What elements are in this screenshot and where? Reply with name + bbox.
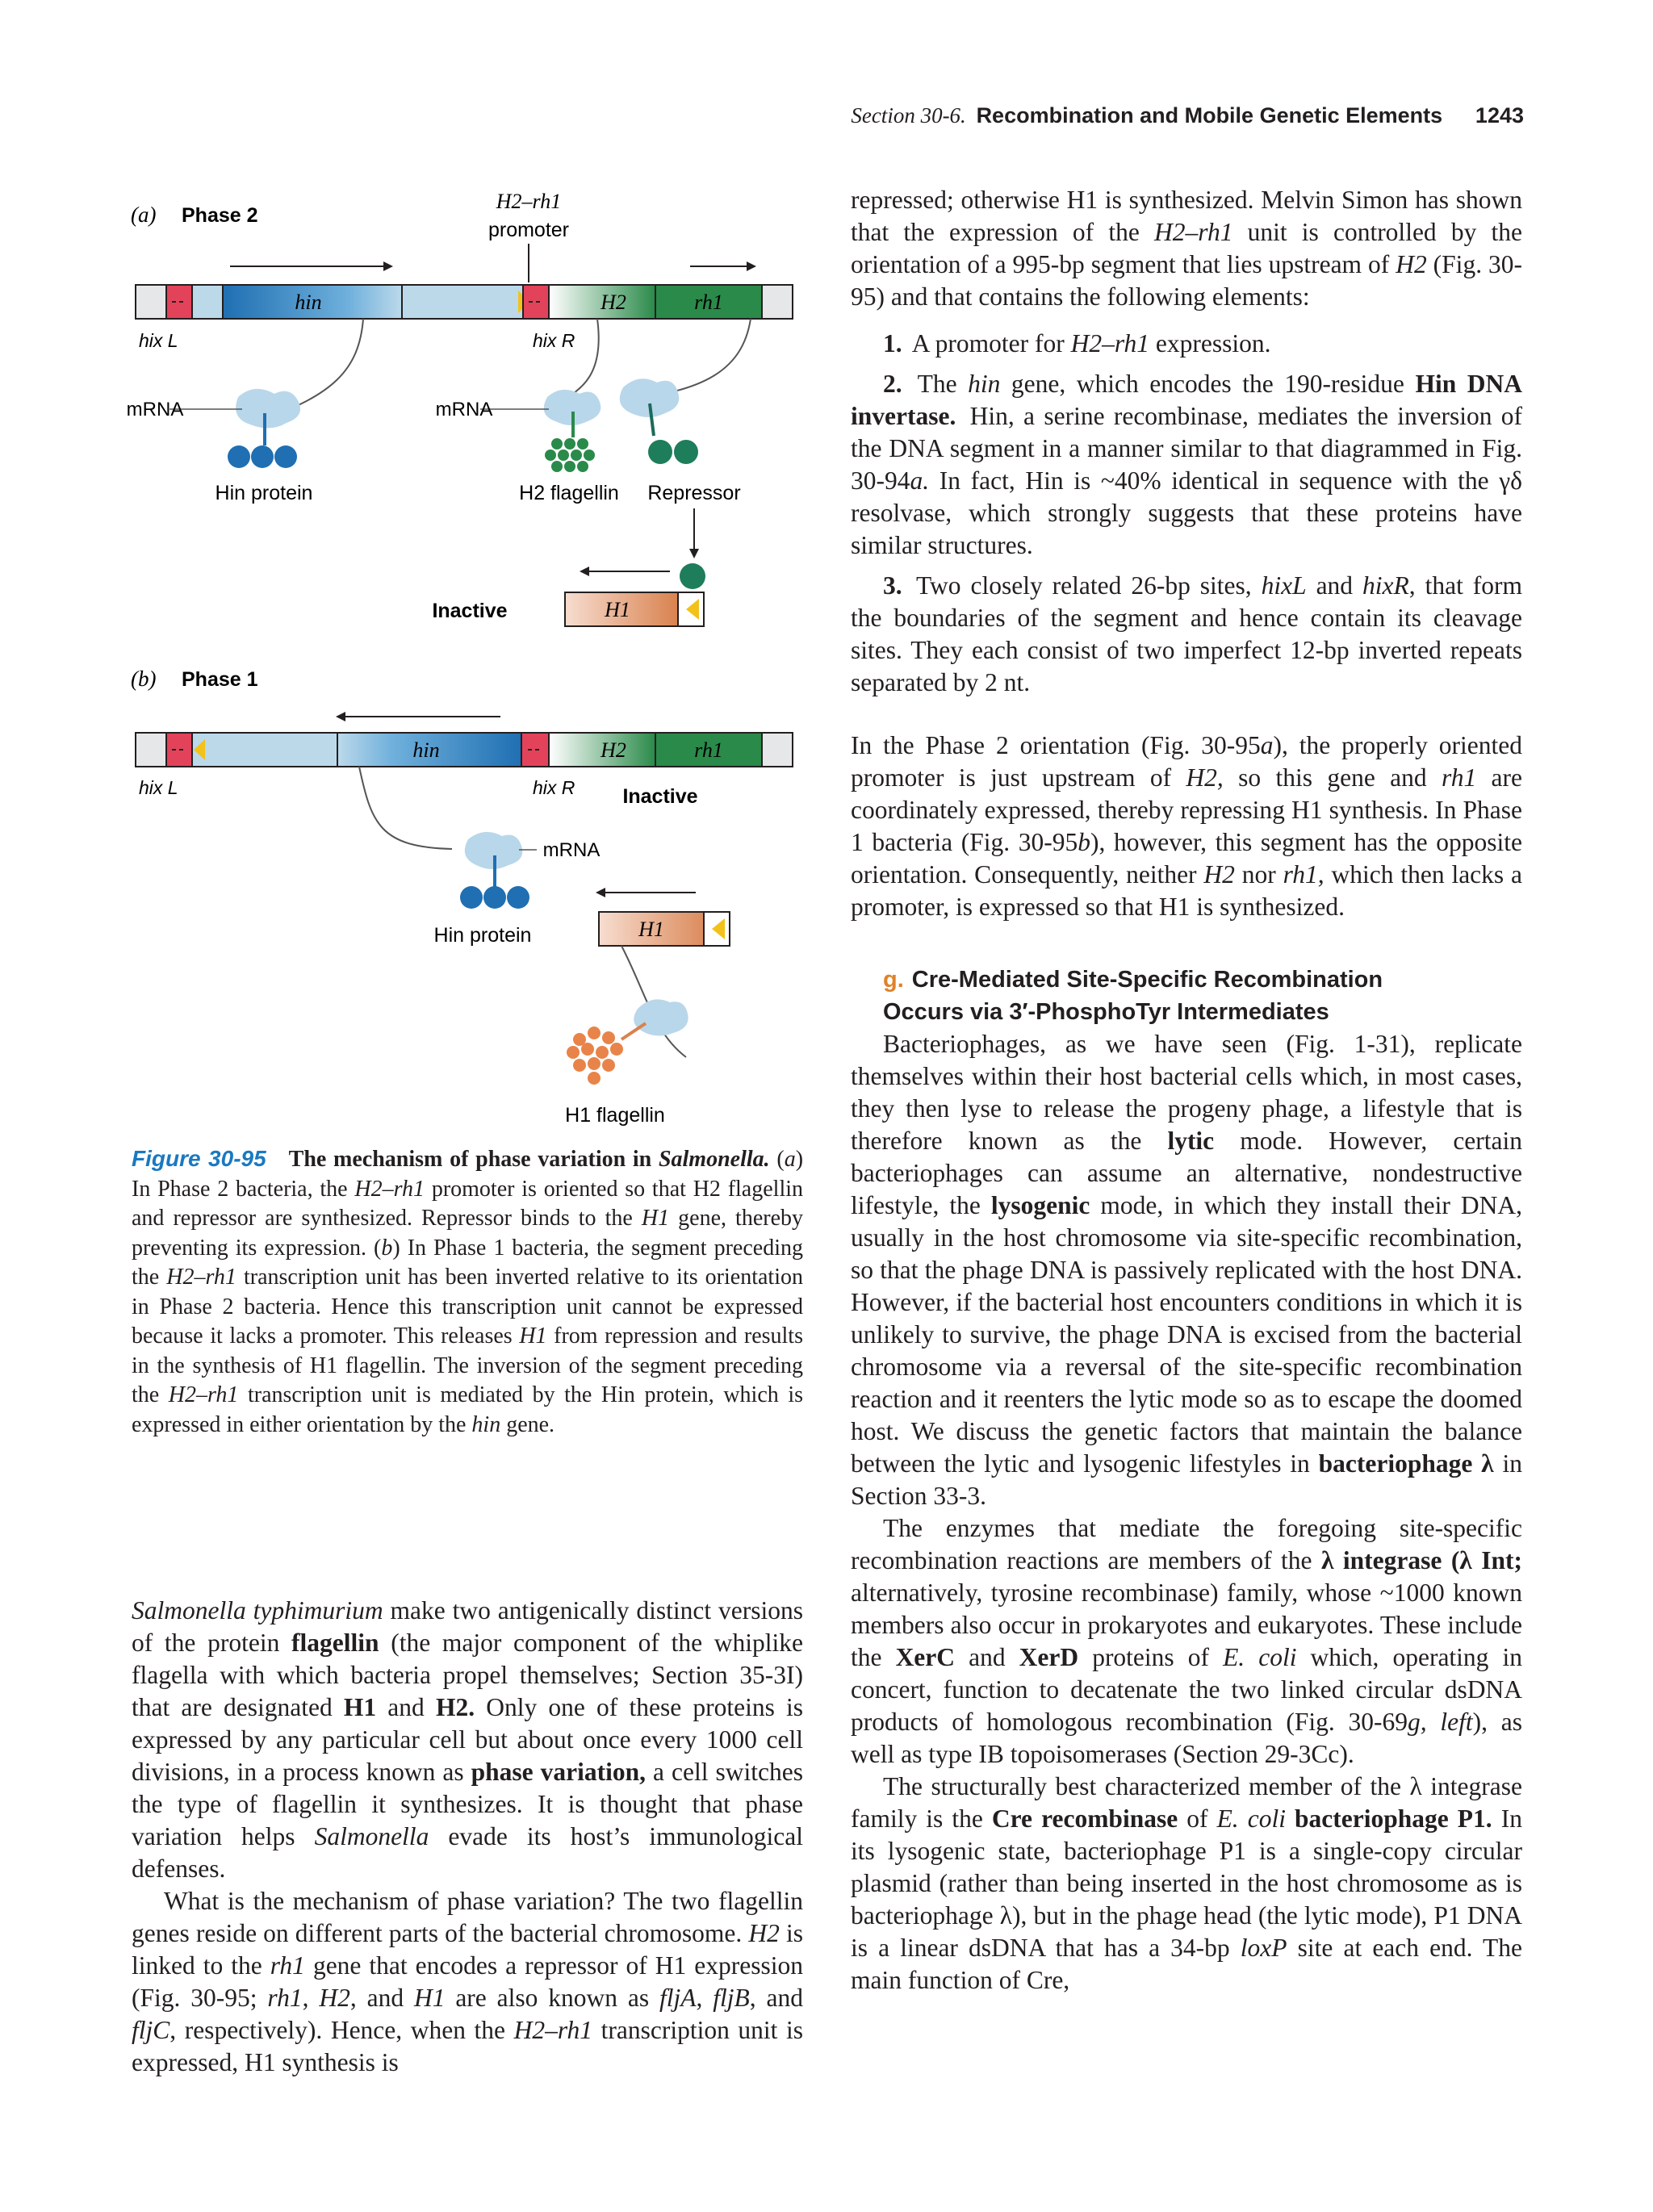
repressor-label: Repressor	[647, 482, 741, 504]
section-title: Recombination and Mobile Genetic Elements	[976, 103, 1443, 128]
dna-bar-a-segment	[192, 285, 223, 319]
numbered-list	[851, 328, 1522, 699]
dna-bar-b-right-end	[762, 733, 793, 767]
repressor-bead	[674, 440, 698, 464]
figure-caption: Figure 30-95 The mechanism of phase variation in Salmonella. (a) In Phase 2 bacteria, the H2–rh1 promoter is oriented so that H2 flagellin and repressor are synthesized. Repressor binds to the H1 gene, thereby preventing its expression. (b) In Phase 1 bacteria, the segment preceding the H2–rh1 transcription unit has been inverted relative to its orientation in Phase 2 bacteria. Hence this transcription unit cannot be expressed because it lacks a promoter. This releases H1 from repression and results in the synthesis of H1 flagellin. The inversion of the segment preceding the H2–rh1 transcription unit is mediated by the Hin protein, which is expressed in either orientation by the hin gene.	[132, 1146, 804, 1437]
invertible-segment-a	[402, 285, 523, 319]
hin-protein-bead	[251, 445, 274, 468]
paragraph: In the Phase 2 orientation (Fig. 30-95a), the properly oriented promoter is just upstream of H2, so this gene and rh1 are coordinately expressed, thereby repressing H1 synthesis. In Phase 1 bacteria (Fig. 30-95b), however, this segment has the opposite orientation. Consequently, neither H2 nor rh1, which then lacks a promoter, is expressed so that H1 is synthesized.	[851, 731, 1523, 921]
hin-protein-bead	[274, 445, 297, 468]
paragraph: Bacteriophages, as we have seen (Fig. 1-31), replicate themselves within their host bacterial cells which, in most cases, they then lyse to release the progeny phage, a lifestyle that is therefore known as the lytic mode. However, certain bacteriophages can assume an alternative, nondestructive lifestyle, the lysogenic mode, in which they install their DNA, usually in the host chromosome via site-specific recombination, so that the phage DNA is passively replicated with the host DNA. However, if the bacterial host encounters conditions in which it is unlikely to survive, the phage DNA is excised from the bacterial chromosome via a reversal of the site-specific recombination reaction and it reenters the lytic mode so as to escape the doomed host. We discuss the genetic factors that maintain the balance between the lytic and lysogenic lifestyles in bacteriophage λ in Section 33-3.	[851, 1030, 1523, 1510]
invertible-segment-b	[192, 733, 337, 767]
h1-gene-a-label: H1	[605, 598, 630, 621]
h2-flagellin-label: H2 flagellin	[519, 482, 619, 504]
paragraph: The structurally best characterized member of the λ integrase family is the Cre recombinase of E. coli bacteriophage P1. In its lysogenic state, bacteriophage P1 is a single-copy circular plasmid (rather than being inserted in the host chromosome as is bacteriophage λ), but in the phage head (the lytic mode), P1 DNA is a linear dsDNA that has a 34-bp loxP site at each end. The main function of Cre,	[851, 1772, 1522, 1994]
hixR-b-label: hix R	[533, 777, 575, 798]
hin-gene-b-label: hin	[412, 738, 440, 762]
hin-protein-a-label: Hin protein	[215, 482, 313, 504]
paragraph: The enzymes that mediate the foregoing site-specific recombination reactions are members of the λ integrase (λ Int; alternatively, tyrosine recombinase) family, whose ~1000 known members also occur in prokaryotes and eukaryotes. These include the XerC and XerD proteins of E. coli which, operating in concert, function to decatenate the two linked circular dsDNA products of homologous recombination (Fig. 30-69g, left), as well as type IB topoisomerases (Section 29-3Cc).	[851, 1514, 1522, 1768]
hixL-a-label: hix L	[139, 330, 178, 351]
promoter-label-line1: H2–rh1	[496, 190, 562, 213]
h1-flagellin-label: H1 flagellin	[565, 1104, 665, 1127]
panel-b-phase: Phase 1	[182, 668, 258, 691]
caption-title: The mechanism of phase variation in	[288, 1147, 652, 1172]
ribosome-h1-b	[634, 999, 688, 1035]
promoter-label-line2: promoter	[488, 219, 570, 241]
hin-mrna-b	[359, 767, 452, 849]
paragraph: repressed; otherwise H1 is synthesized. Melvin Simon has shown that the expression of the H2–rh1 unit is controlled by the orientation of a 995-bp segment that lies upstream of H2 (Fig. 30-95) and that contains the following elements:	[851, 186, 1523, 311]
left-column-text	[132, 1595, 803, 2079]
bound-repressor	[680, 563, 705, 589]
figure-30-95-diagram	[121, 178, 807, 1130]
panel-a-letter: (a)	[131, 203, 157, 227]
list-item: 1. A promoter for H2–rh1 expression.	[883, 329, 1271, 358]
section-number: Section 30-6.	[851, 103, 966, 128]
hin-protein-bead	[507, 886, 529, 909]
list-item: 2. The hin gene, which encodes the 190-residue Hin DNA invertase. Hin, a serine recombinase, mediates the inversion of the DNA segment in a manner similar to that diagrammed in Fig. 30-94a. In fact, Hin is ~40% identical in sequence with the γδ resolvase, which strongly suggests that these proteins have similar structures.	[851, 370, 1522, 559]
panel-b-letter: (b)	[131, 667, 157, 691]
hixR-a-label: hix R	[533, 330, 575, 351]
h2-gene-b-label: H2	[601, 738, 626, 762]
hin-protein-bead	[483, 886, 506, 909]
hin-gene-a-label: hin	[295, 291, 322, 314]
dna-bar-a-right-end	[762, 285, 793, 319]
inactive-b-label: Inactive	[622, 785, 698, 808]
mrna-b-label: mRNA	[542, 839, 601, 861]
hixL-b-label: hix L	[139, 777, 178, 798]
panel-a-phase: Phase 2	[182, 204, 258, 227]
inactive-a-label: Inactive	[432, 600, 508, 622]
page-number: 1243	[1475, 103, 1524, 128]
list-item: 3. Two closely related 26-bp sites, hixL and hixR, that form the boundaries of the segment and hence contain its cleavage sites. They each consist of two imperfect 12-bp inverted repeats separated by 2 nt.	[851, 571, 1523, 696]
subsection-heading: g. Cre-Mediated Site-Specific Recombination Occurs via 3′-PhosphoTyr Intermediates	[883, 967, 1383, 1025]
mrna-left-a-label: mRNA	[126, 399, 184, 420]
caption-organism: Salmonella.	[658, 1147, 770, 1172]
paragraph: Salmonella typhimurium make two antigenically distinct versions of the protein flagellin (the major component of the whiplike flagella with which bacteria propel themselves; Section 35-3I) that are designated H1 and H2. Only one of these proteins is expressed by any particular cell but about once every 1000 cell divisions, in a process known as phase variation, a cell switches the type of flagellin it synthesizes. It is thought that phase variation helps Salmonella evade its host’s immunological defenses.	[132, 1596, 804, 1883]
rh1-gene-b-label: rh1	[694, 738, 723, 762]
hin-protein-bead	[228, 445, 250, 468]
running-head	[851, 103, 1524, 128]
paragraph: What is the mechanism of phase variation? The two flagellin genes reside on different parts of the bacterial chromosome. H2 is linked to the rh1 gene that encodes a repressor of H1 expression (Fig. 30-95; rh1, H2, and H1 are also known as fljA, fljB, and fljC, respectively). Hence, when the H2–rh1 transcription unit is expressed, H1 synthesis is	[132, 1887, 803, 2076]
ribosome-hin-a	[236, 389, 300, 429]
hin-protein-bead	[460, 886, 483, 909]
right-column-text	[851, 184, 1522, 1997]
dna-bar-a-left-end	[136, 285, 166, 319]
h1-gene-b-label: H1	[638, 918, 664, 941]
hin-protein-b-label: Hin protein	[433, 924, 532, 947]
dna-bar-b-left-end	[136, 733, 166, 767]
h2rh1-arrowhead	[747, 261, 756, 271]
figure-label: Figure 30-95	[132, 1146, 266, 1171]
repressor-bead	[648, 440, 672, 464]
hin-arrowhead	[383, 261, 393, 271]
mrna-right-a-label: mRNA	[435, 399, 493, 420]
h2-gene-a-label: H2	[601, 291, 626, 314]
rh1-gene-a-label: rh1	[694, 291, 723, 314]
